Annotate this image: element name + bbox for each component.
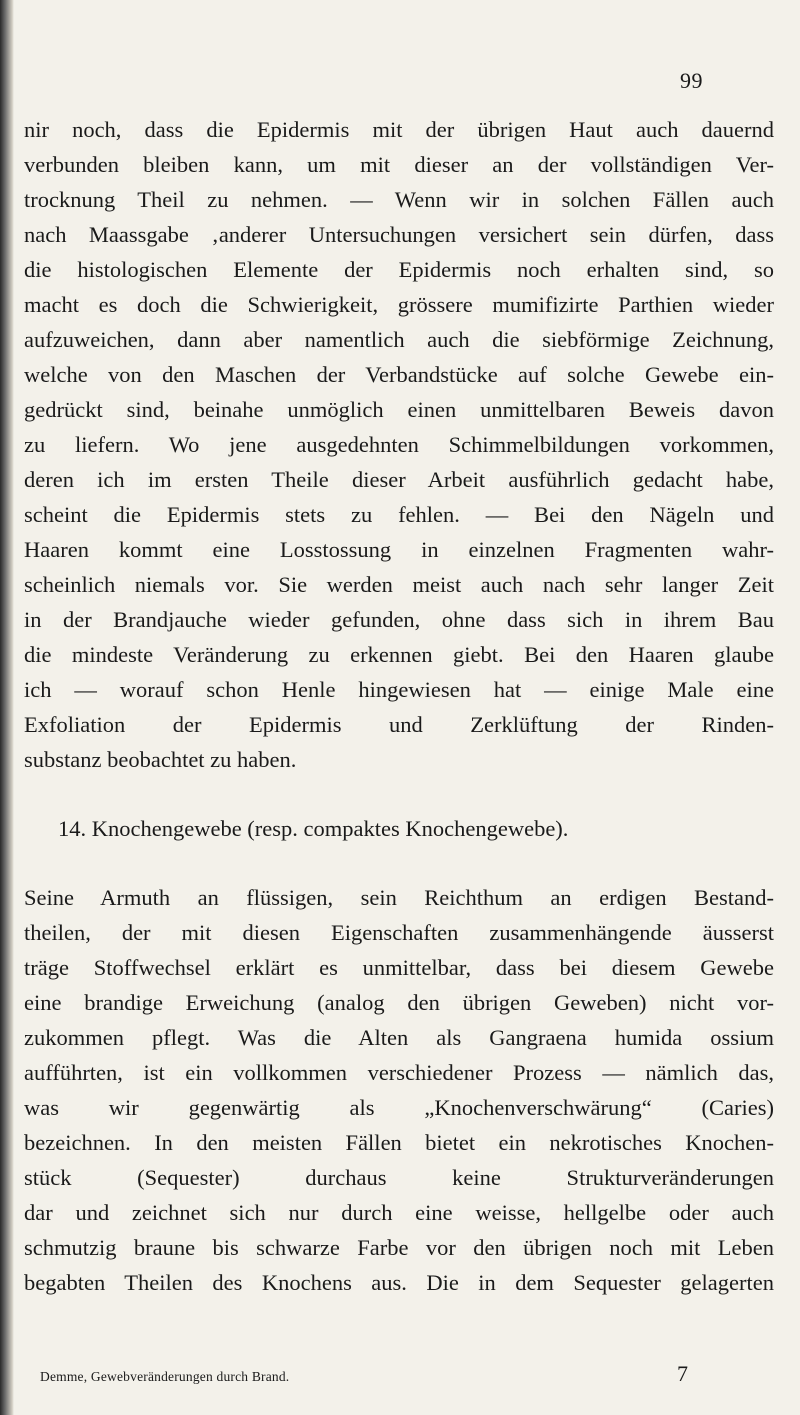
text-line: schmutzig braune bis schwarze Farbe vor den übrigen noch mit Leben	[24, 1235, 774, 1260]
body-text	[24, 112, 774, 1300]
paragraph	[24, 880, 774, 1300]
text-line: begabten Theilen des Knochens aus. Die in dem Sequester gelagerten	[24, 1270, 774, 1295]
section-spacer	[24, 846, 774, 880]
text-line: Haaren kommt eine Losstossung in einzelnen Fragmenten wahr-	[24, 537, 774, 562]
text-line: in der Brandjauche wieder gefunden, ohne dass sich in ihrem Bau	[24, 607, 774, 632]
text-line: was wir gegenwärtig als „Knochenverschwärung“ (Caries)	[24, 1095, 774, 1120]
footer-note: Demme, Gewebveränderungen durch Brand.	[40, 1369, 290, 1384]
text-line: trocknung Theil zu nehmen. — Wenn wir in solchen Fällen auch	[24, 187, 774, 212]
paragraph	[24, 112, 774, 777]
text-line: nir noch, dass die Epidermis mit der übrigen Haut auch dauernd	[24, 117, 774, 142]
text-line: träge Stoffwechsel erklärt es unmittelbar, dass bei diesem Gewebe	[24, 955, 774, 980]
text-line: die histologischen Elemente der Epidermis noch erhalten sind, so	[24, 257, 774, 282]
page-number: 99	[680, 68, 703, 93]
text-line: zu liefern. Wo jene ausgedehnten Schimmelbildungen vorkommen,	[24, 432, 774, 457]
text-line: Seine Armuth an flüssigen, sein Reichthum an erdigen Bestand-	[24, 885, 774, 910]
text-line: aufführten, ist ein vollkommen verschiedener Prozess — nämlich das,	[24, 1060, 774, 1085]
text-line: deren ich im ersten Theile dieser Arbeit ausführlich gedacht habe,	[24, 467, 774, 492]
text-line: die mindeste Veränderung zu erkennen giebt. Bei den Haaren glaube	[24, 642, 774, 667]
section-heading: 14. Knochengewebe (resp. compaktes Knochengewebe).	[58, 816, 569, 841]
text-line: scheinlich niemals vor. Sie werden meist auch nach sehr langer Zeit	[24, 572, 774, 597]
text-line: macht es doch die Schwierigkeit, grössere mumifizirte Parthien wieder	[24, 292, 774, 317]
text-line: nach Maassgabe ‚anderer Untersuchungen versichert sein dürfen, dass	[24, 222, 774, 247]
text-line: zukommen pflegt. Was die Alten als Gangraena humida ossium	[24, 1025, 774, 1050]
text-line: ich — worauf schon Henle hingewiesen hat — einige Male eine	[24, 677, 774, 702]
text-line: stück (Sequester) durchaus keine Strukturveränderungen	[24, 1165, 774, 1190]
text-line: welche von den Maschen der Verbandstücke auf solche Gewebe ein-	[24, 362, 774, 387]
text-line: bezeichnen. In den meisten Fällen bietet ein nekrotisches Knochen-	[24, 1130, 774, 1155]
page-footer	[40, 1361, 760, 1387]
text-line: verbunden bleiben kann, um mit dieser an der vollständigen Ver-	[24, 152, 774, 177]
text-line: aufzuweichen, dann aber namentlich auch die siebförmige Zeichnung,	[24, 327, 774, 352]
text-line: gedrückt sind, beinahe unmöglich einen unmittelbaren Beweis davon	[24, 397, 774, 422]
text-line: dar und zeichnet sich nur durch eine weisse, hellgelbe oder auch	[24, 1200, 774, 1225]
signature-mark: 7	[677, 1361, 688, 1386]
page-binding-edge	[0, 0, 14, 1415]
text-line: eine brandige Erweichung (analog den übrigen Geweben) nicht vor-	[24, 990, 774, 1015]
text-line: theilen, der mit diesen Eigenschaften zusammenhängende äusserst	[24, 920, 774, 945]
text-line: scheint die Epidermis stets zu fehlen. — Bei den Nägeln und	[24, 502, 774, 527]
text-line: Exfoliation der Epidermis und Zerklüftung der Rinden-	[24, 712, 774, 737]
section-spacer	[24, 777, 774, 811]
text-line: substanz beobachtet zu haben.	[24, 747, 297, 772]
